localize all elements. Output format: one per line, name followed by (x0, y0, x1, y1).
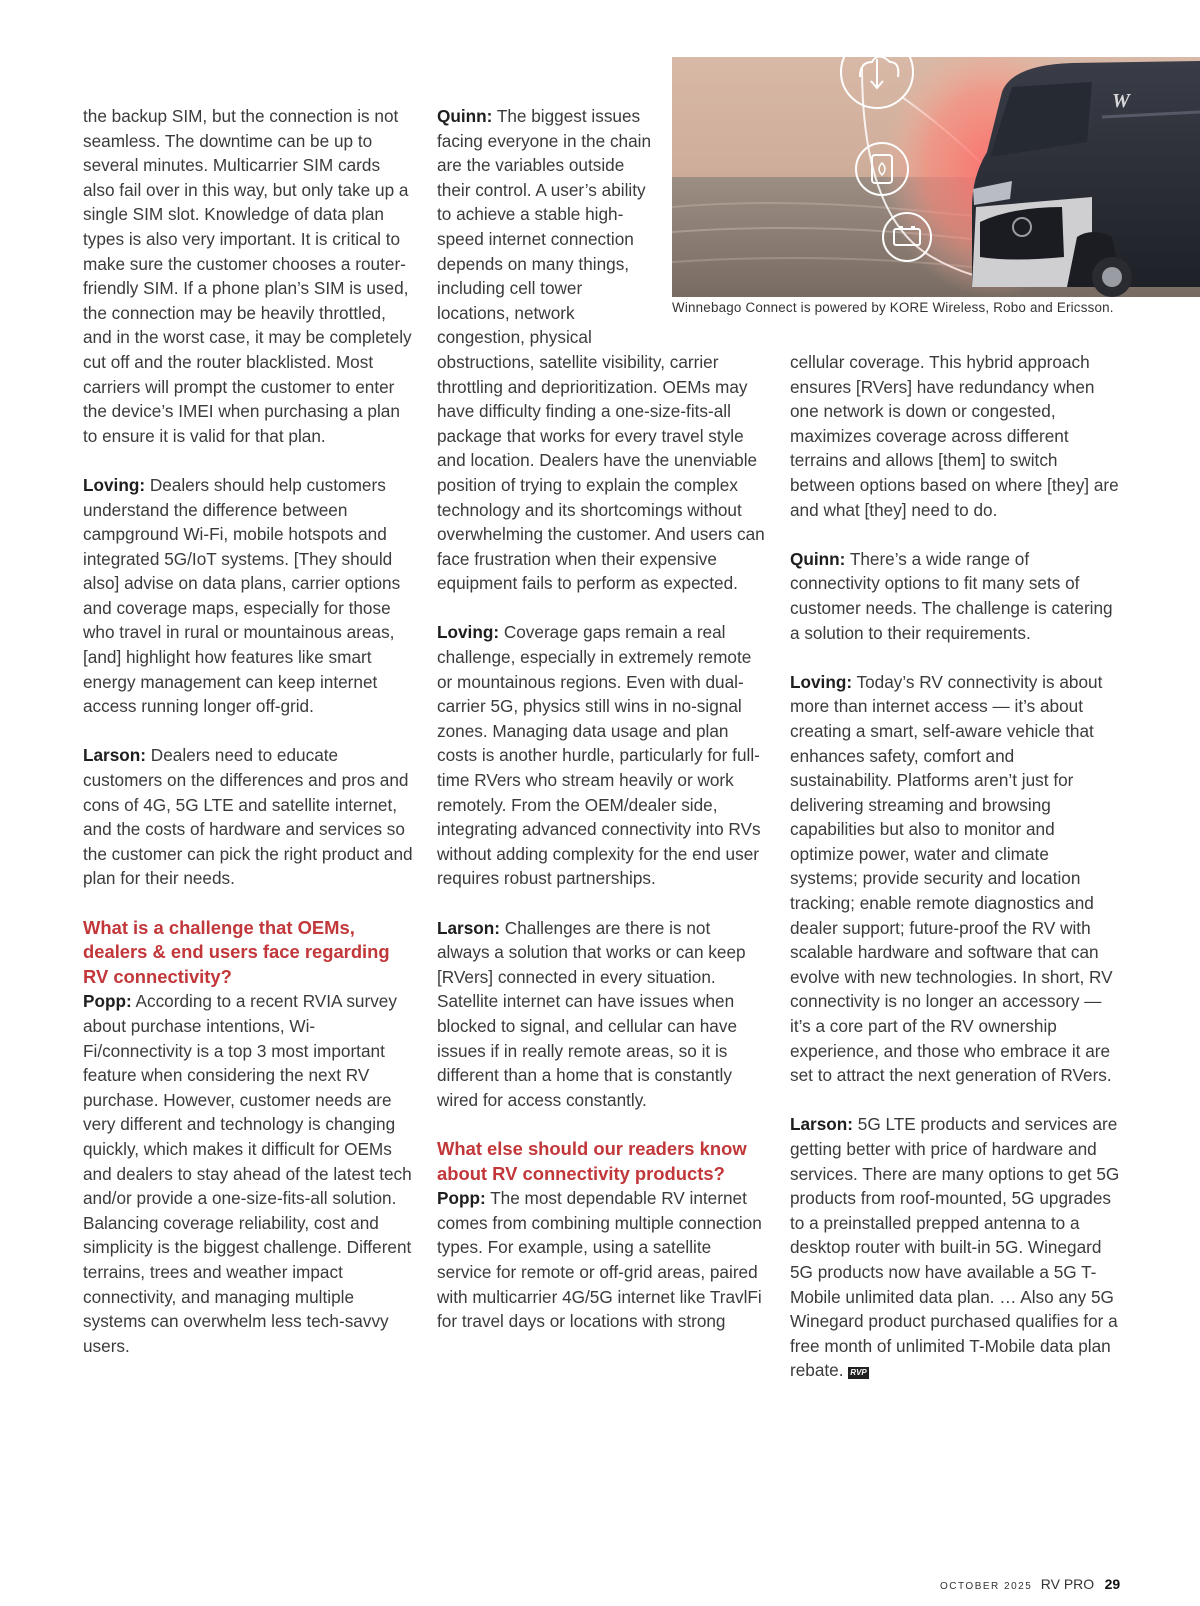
answer-quinn (437, 104, 767, 596)
answer-loving (83, 473, 413, 719)
speaker-name: Popp: (437, 1188, 486, 1209)
answer-text: Coverage gaps remain a real challenge, especially in extremely remote or mountainous regions. Even with dual-carrier 5G, physics still wins in no-signal zones. Managing data usage and plan costs is another hurdle, particularly for full-time RVers who stream heavily or work remotely. From the OEM/dealer side, integrating advanced connectivity into RVs without adding complexity for the end user requires robust partnerships. (437, 622, 761, 889)
speaker-name: Loving: (83, 474, 146, 495)
speaker-name: Loving: (437, 622, 500, 643)
speaker-name: Quinn: (437, 106, 493, 126)
magazine-name: RV PRO (1040, 1576, 1095, 1592)
speaker-name: Quinn: (790, 548, 846, 569)
answer-popp (83, 989, 413, 1358)
answer-text: Today’s RV connectivity is about more than internet access — it’s about creating a smart, self-aware vehicle that enhances safety, comfort and sustainability. Platforms aren’t just for delivering streaming and browsing capabilities but also to monitor and optimize power, water and climate systems; provide security and location tracking; enable remote diagnostics and dealer support; future-proof the RV with scalable hardware and software that can evolve with new technologies. In short, RV connectivity is no longer an accessory — it’s a core part of the RV ownership experience, and those who embrace it are set to attract the next generation of RVers. (790, 671, 1113, 1086)
answer-text: Dealers should help customers understand the difference between campground Wi-Fi, mobile hotspots and integrated 5G/IoT systems. [They should also] advise on data plans, carrier options and coverage maps, especially for those who travel in rural or mountainous areas, [and] highlight how features like smart energy management can keep internet access running longer off-grid. (83, 474, 401, 717)
speaker-name: Larson: (437, 917, 501, 938)
question-heading: What is a challenge that OEMs, dealers & end users face regarding RV connectivity? (83, 916, 390, 987)
rv-vehicle (972, 61, 1200, 297)
article-column-1 (83, 104, 413, 1358)
body-paragraph (790, 350, 1120, 522)
speaker-name: Larson: (790, 1114, 854, 1135)
issue-date: OCTOBER 2025 (940, 1581, 1033, 1592)
answer-quinn (790, 547, 1120, 645)
paragraph-text: cellular coverage. This hybrid approach ensures [RVers] have redundancy when one network is down or congested, maximizes coverage across different terrains and allows [them] to switch between options based on where [they] are and what [they] need to do. (790, 352, 1119, 520)
answer-text: According to a recent RVIA survey about purchase intentions, Wi-Fi/connectivity is a top 3 most important feature when considering the next RV purchase. However, customer needs are very different and technology is changing quickly, which makes it difficult for OEMs and dealers to stay ahead of the latest tech and/or provide a one-size-fits-all solution. Balancing coverage reliability, cost and simplicity is the biggest challenge. Different terrains, trees and weather impact connectivity, and managing multiple systems can overwhelm less tech-savvy users. (83, 991, 412, 1356)
article-column-2 (437, 104, 767, 1334)
page-footer (940, 1576, 1120, 1594)
answer-text: There’s a wide range of connectivity options to fit many sets of customer needs. The challenge is catering a solution to their requirements. (790, 548, 1113, 643)
answer-loving (437, 620, 767, 891)
body-paragraph (83, 104, 413, 448)
article-column-3 (790, 350, 1120, 1383)
speaker-name: Loving: (790, 671, 853, 692)
answer-text: Dealers need to educate customers on the differences and pros and cons of 4G, 5G LTE and satellite internet, and the costs of hardware and services so the customer can pick the right product and plan for their needs. (83, 745, 413, 889)
answer-text: The most dependable RV internet comes from combining multiple connection types. For example, using a satellite service for remote or off-grid areas, paired with multicarrier 4G/5G internet like TravlFi for travel days or locations with strong (437, 1188, 762, 1332)
answer-text: 5G LTE products and services are getting better with price of hardware and services. There are many options to get 5G products from roof-mounted, 5G upgrades to a preinstalled prepped antenna to a desktop router with built-in 5G. Winegard 5G products now have available a 5G T-Mobile unlimited data plan. … Also any 5G Winegard product purchased qualifies for a free month of unlimited T-Mobile data plan rebate. (790, 1114, 1120, 1381)
answer-text: Challenges are there is not always a solution that works or can keep [RVers] connected in every situation. Satellite internet can have issues when blocked to signal, and cellular can have issues if in really remote areas, so it is different than a home that is constantly wired for access constantly. (437, 917, 746, 1110)
answer-loving (790, 670, 1120, 1088)
question-heading: What else should our readers know about RV connectivity products? (437, 1137, 747, 1184)
vehicle-badge: W (1112, 90, 1130, 112)
answer-text-wide: obstructions, satellite visibility, carrier throttling and deprioritization. OEMs may have difficulty finding a one-size-fits-all package that works for every travel style and location. Dealers have the unenviable position of trying to explain the complex technology and its shortcomings without overwhelming the customer. And users can face frustration when their expensive equipment fails to perform as expected. (437, 351, 765, 594)
answer-larson (83, 743, 413, 891)
speaker-name: Larson: (83, 745, 147, 766)
speaker-name: Popp: (83, 991, 132, 1012)
answer-popp (437, 1186, 767, 1334)
answer-larson (790, 1112, 1120, 1383)
photo-caption: Winnebago Connect is powered by KORE Wireless, Robo and Ericsson. (672, 300, 1114, 315)
page-number: 29 (1104, 1576, 1121, 1592)
answer-text: The biggest issues facing everyone in the chain are the variables outside their control. A user’s ability to achieve a stable high-speed internet connection depends on many things, including cell tower locations, network congestion, physical (437, 106, 652, 348)
paragraph-text: the backup SIM, but the connection is not seamless. The downtime can be up to several minutes. Multicarrier SIM cards also fail over in this way, but only take up a single SIM slot. Knowledge of data plan types is also very important. It is critical to make sure the customer chooses a router-friendly SIM. If a phone plan’s SIM is used, the connection may be heavily throttled, and in the worst case, it may be completely cut off and the router blacklisted. Most carriers will prompt the customer to enter the device’s IMEI when purchasing a plan to ensure it is valid for that plan. (83, 106, 412, 446)
answer-text-narrow (437, 104, 659, 350)
end-mark: RVP (850, 1368, 867, 1378)
answer-larson (437, 916, 767, 1113)
